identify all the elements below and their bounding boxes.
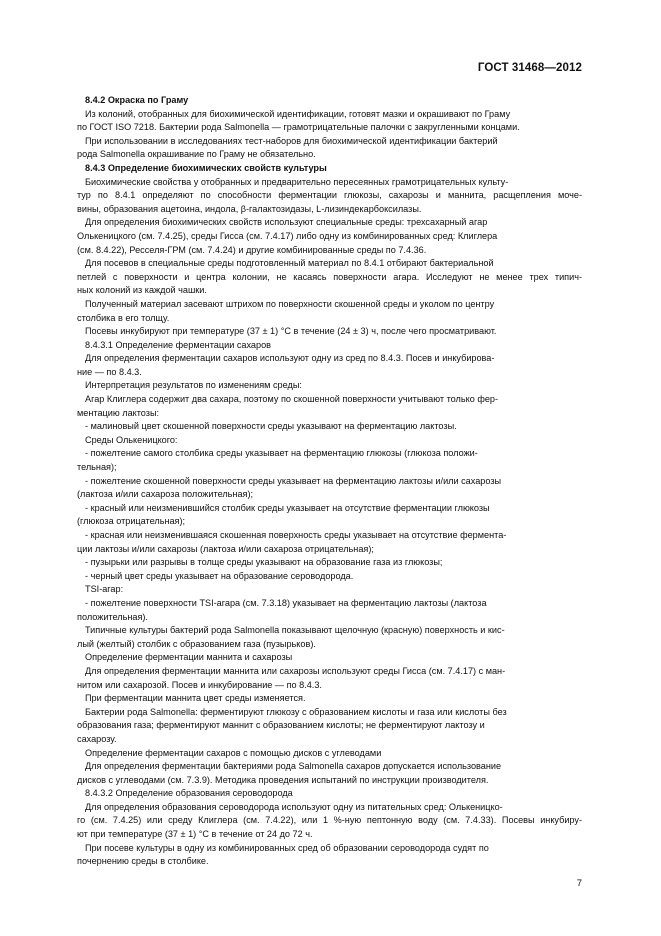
text-line-content: Агар Клиглера содержит два сахара, поэтому по скошенной поверхности учитывают только фер- bbox=[85, 394, 499, 405]
text-line-content: Олькеницкого (см. 7.4.25), среды Гисса (см. 7.4.17) либо одну из комбинированных сред: Клиглера bbox=[77, 230, 498, 241]
text-line: (глюкоза отрицательная); bbox=[77, 516, 186, 527]
text-line: 8.4.3.1 Определение ферментации сахаров bbox=[85, 339, 271, 350]
text-line-content: Типичные культуры бактерий рода Salmonella показывают щелочную (красную) поверхность и кис- bbox=[85, 625, 505, 636]
text-line: Определение ферментации сахаров с помощью дисков с углеводами bbox=[85, 747, 382, 758]
text-line-content: - красный или неизменившийся столбик среды указывает на отсутствие ферментации глюкозы bbox=[85, 502, 490, 513]
text-line-content: Для определения ферментации бактериями рода Salmonella сахаров допускается использование bbox=[85, 761, 502, 772]
text-line bbox=[77, 298, 582, 312]
text-line bbox=[77, 216, 582, 230]
text-line bbox=[77, 719, 582, 733]
text-line: 8.4.3.2 Определение образования сероводорода bbox=[85, 788, 293, 799]
text-line: - черный цвет среды указывает на образование сероводорода. bbox=[85, 570, 354, 581]
text-line: - пузырьки или разрывы в толще среды указывают на образование газа из глюкозы; bbox=[85, 557, 443, 568]
text-line-content: - красная или неизменившаяся скошенная поверхность среды указывает на отсутствие фермента- bbox=[85, 530, 507, 540]
text-line: почернению среды в столбике. bbox=[77, 856, 209, 867]
text-line: столбика в его толщу. bbox=[77, 312, 170, 323]
page-number: 7 bbox=[576, 878, 582, 889]
text-line-content: Биохимические свойства у отобранных и предварительно пересеянных грамотрицательных культу- bbox=[85, 176, 509, 187]
text-line: дисков с углеводами (см. 7.3.9). Методика проведения испытаний по инструкции производителя. bbox=[77, 774, 489, 785]
text-line bbox=[77, 230, 582, 244]
text-line-content: Из колоний, отобранных для биохимической идентификации, готовят мазки и окрашивают по Граму bbox=[85, 108, 511, 119]
text-line-content: - пожелтение самого столбика среды указывает на ферментацию глюкозы (глюкоза положи- bbox=[85, 448, 478, 459]
text-line-content: - пожелтение поверхности TSI-агара (см. 7.3.18) указывает на ферментацию лактозы (лактоза bbox=[85, 597, 487, 608]
section-heading: 8.4.3 Определение биохимических свойств культуры bbox=[85, 162, 327, 173]
text-line-content: образования газа; ферментируют маннит с образованием кислоты; не ферментируют лактозу и bbox=[77, 720, 485, 731]
text-line bbox=[77, 257, 582, 271]
standard-number: ГОСТ 31468—2012 bbox=[477, 62, 582, 74]
text-line bbox=[77, 842, 582, 856]
text-line-content: При посеве культуры в одну из комбинированных сред об образовании сероводорода судят по bbox=[85, 842, 489, 853]
text-line bbox=[77, 176, 582, 190]
text-line bbox=[77, 502, 582, 516]
text-line: вины, образования ацетоина, индола, β-галактозидазы, L-лизиндекарбоксилазы. bbox=[77, 203, 422, 214]
text-line-content: Для определения биохимических свойств используют специальные среды: трехсахарный агар bbox=[85, 217, 488, 228]
text-line: лый (желтый) столбик с образованием газа (пузырьков). bbox=[77, 638, 316, 649]
text-line: ных колоний из каждой чашки. bbox=[77, 285, 207, 296]
text-line: TSI-агар: bbox=[85, 584, 124, 595]
text-line bbox=[77, 814, 582, 828]
text-line: ние — по 8.4.3. bbox=[77, 366, 142, 377]
text-line bbox=[77, 108, 582, 122]
text-line: (см. 8.4.22), Ресселя-ГРМ (см. 7.4.24) и другие комбинированные среды по 7.4.36. bbox=[77, 244, 427, 255]
text-line: рода Salmonella окрашивание по Граму не обязательно. bbox=[77, 149, 316, 160]
text-line-content: го (см. 7.4.25) или среду Клиглера (см. 7.4.22), или 1 %-ную пептонную воду (см. 7.4.33). Посевы инкубиру- bbox=[77, 815, 582, 826]
text-line: ют при температуре (37 ± 1) °С в течение от 24 до 72 ч. bbox=[77, 829, 313, 840]
text-line-content: петлей с поверхности и центра колонии, не касаясь поверхности агара. Исследуют не менее трех типич- bbox=[77, 271, 582, 282]
text-line: положительная). bbox=[77, 611, 148, 622]
text-line-content: Для определения образования сероводорода используют одну из питательных сред: Олькеницко- bbox=[85, 801, 503, 812]
text-line bbox=[77, 801, 582, 815]
text-line: - малиновый цвет скошенной поверхности среды указывают на ферментацию лактозы. bbox=[85, 421, 457, 432]
text-line: ментацию лактозы: bbox=[77, 407, 160, 418]
text-line bbox=[77, 706, 582, 720]
text-line-content: Для определения ферментации маннита или сахарозы используют среды Гисса (см. 7.4.17) с ман- bbox=[85, 665, 506, 676]
text-line: нитом или сахарозой. Посев и инкубирование — по 8.4.3. bbox=[77, 679, 322, 690]
text-line: (лактоза и/или сахароза положительная); bbox=[77, 489, 254, 500]
text-line bbox=[77, 189, 582, 203]
text-line: Интерпретация результатов по изменениям среды: bbox=[85, 380, 302, 391]
text-line bbox=[77, 597, 582, 611]
text-line-content: тур по 8.4.1 определяют по способности ферментации глюкозы, сахарозы и маннита, расщепления моче- bbox=[77, 190, 582, 201]
text-line: по ГОСТ ISO 7218. Бактерии рода Salmonella — грамотрицательные палочки с закругленными концами. bbox=[77, 122, 520, 133]
text-line-content: При использовании в исследованиях тест-наборов для биохимической идентификации бактерий bbox=[85, 135, 498, 146]
text-line bbox=[77, 271, 582, 285]
text-line bbox=[77, 135, 582, 149]
text-line-content: Для определения ферментации сахаров используют одну из сред по 8.4.3. Посев и инкубирова- bbox=[85, 353, 495, 364]
text-line-content: Для посевов в специальные среды подготовленный материал по 8.4.1 отбирают бактериальной bbox=[85, 258, 494, 269]
section-heading: 8.4.2 Окраска по Граму bbox=[85, 95, 189, 105]
text-line bbox=[77, 447, 582, 461]
text-line bbox=[77, 665, 582, 679]
text-line bbox=[77, 624, 582, 638]
text-line: ции лактозы и/или сахарозы (лактоза и/или сахароза отрицательная); bbox=[77, 543, 374, 554]
text-line bbox=[77, 352, 582, 366]
text-line: При ферментации маннита цвет среды изменяется. bbox=[85, 693, 306, 704]
text-line bbox=[77, 529, 582, 543]
text-line-content: Бактерии рода Salmonella: ферментируют глюкозу с образованием кислоты и газа или кислоты без bbox=[85, 706, 507, 717]
text-line bbox=[77, 475, 582, 489]
text-line bbox=[77, 760, 582, 774]
text-line: Среды Олькеницкого: bbox=[85, 434, 178, 445]
text-line bbox=[77, 393, 582, 407]
text-line: Посевы инкубируют при температуре (37 ± 1) °С в течение (24 ± 3) ч, после чего просматривают. bbox=[85, 326, 497, 337]
document-body bbox=[77, 94, 582, 869]
text-line-content: Полученный материал засевают штрихом по поверхности скошенной среды и уколом по центру bbox=[85, 298, 495, 309]
text-line-content: - пожелтение скошенной поверхности среды указывает на ферментацию лактозы и/или сахарозы bbox=[85, 475, 502, 486]
text-line: тельная); bbox=[77, 462, 117, 473]
text-line: Определение ферментации маннита и сахарозы bbox=[85, 652, 293, 663]
text-line: сахарозу. bbox=[77, 733, 117, 744]
